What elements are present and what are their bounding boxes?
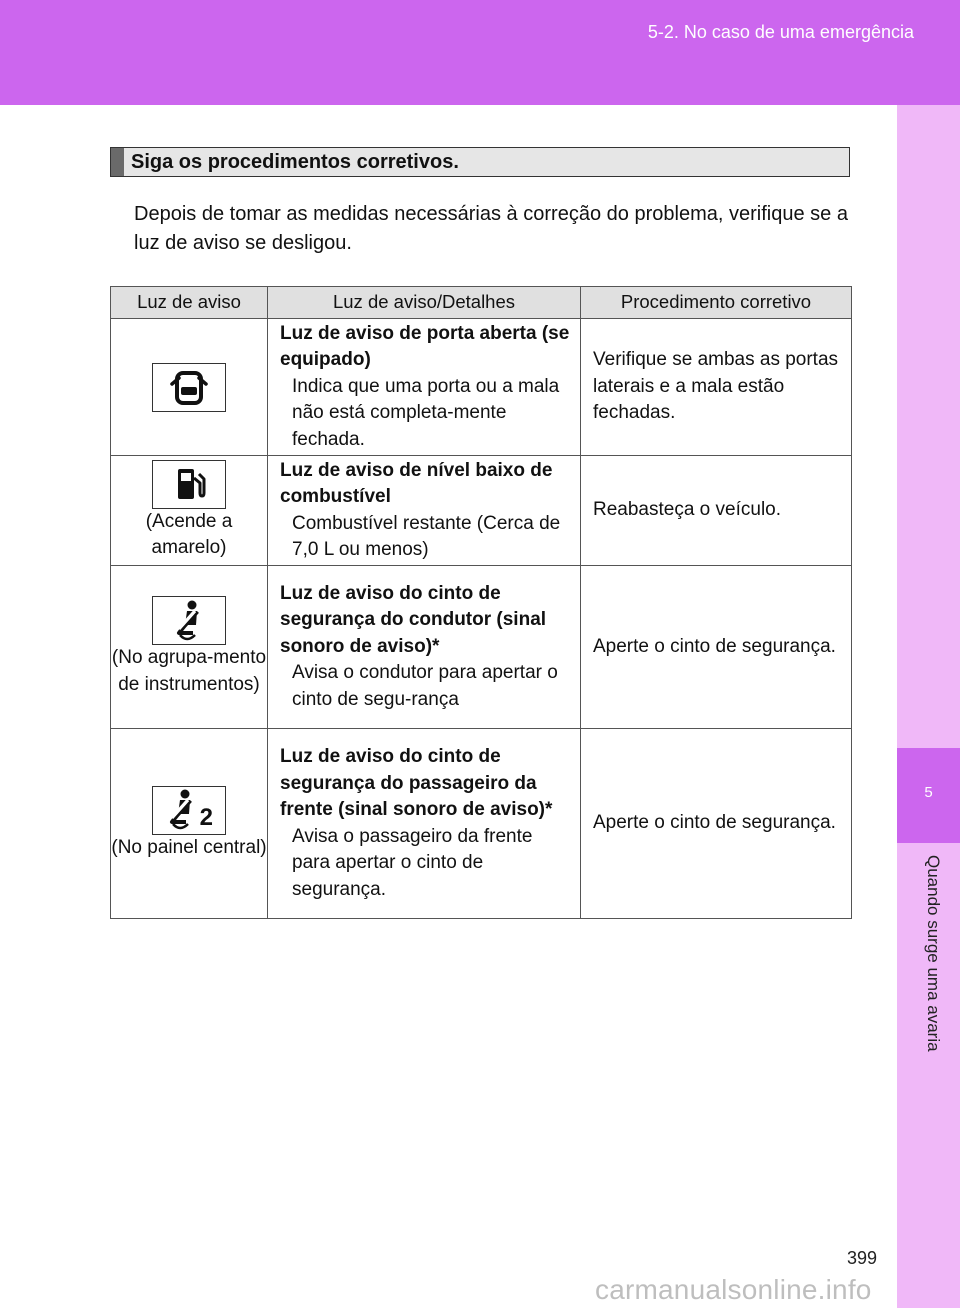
- procedure-heading: [110, 147, 850, 177]
- seatbelt-passenger-icon: [152, 786, 226, 835]
- column-header: Luz de aviso: [111, 287, 268, 319]
- heading-marker: [111, 148, 124, 176]
- seatbelt-driver-icon: [152, 596, 226, 645]
- passenger-seat-number: 2: [199, 804, 213, 832]
- fuel-pump-icon: [152, 460, 226, 509]
- warning-light-cell: [111, 456, 268, 566]
- warning-description: Avisa o passageiro da frente para apertar o cinto de segurança.: [292, 825, 533, 900]
- icon-note: (No agrupa-mento de instrumentos): [111, 647, 267, 695]
- table-row: [111, 729, 852, 919]
- warning-title: Luz de aviso do cinto de segurança do passageiro da frente (sinal sonoro de aviso)*: [280, 746, 553, 820]
- details-cell: [268, 456, 581, 566]
- details-cell: [268, 729, 581, 919]
- header-band: [0, 0, 960, 105]
- icon-note: (Acende a amarelo): [145, 510, 233, 558]
- column-header: Luz de aviso/Detalhes: [268, 287, 581, 319]
- section-title: 5-2. No caso de uma emergência: [647, 22, 914, 42]
- column-header: Procedimento corretivo: [581, 287, 852, 319]
- page-number: 399: [847, 1248, 878, 1268]
- details-cell: [268, 319, 581, 456]
- procedure-cell: Aperte o cinto de segurança.: [581, 566, 852, 729]
- table-row: [111, 456, 852, 566]
- warning-light-cell: [111, 566, 268, 729]
- warning-light-cell: [111, 729, 268, 919]
- chapter-number: 5: [924, 784, 933, 801]
- door-open-icon: [152, 363, 226, 412]
- warning-title: Luz de aviso de porta aberta (se equipado): [280, 322, 570, 371]
- warning-description: Avisa o condutor para apertar o cinto de segu-rança: [292, 662, 558, 710]
- warning-title: Luz de aviso do cinto de segurança do condutor (sinal sonoro de aviso)*: [280, 582, 547, 657]
- details-cell: [268, 566, 581, 729]
- warning-title: Luz de aviso de nível baixo de combustível: [280, 459, 553, 507]
- chapter-tab[interactable]: [897, 748, 960, 843]
- table-header-row: [111, 287, 852, 319]
- procedure-cell: Aperte o cinto de segurança.: [581, 729, 852, 919]
- warning-light-table: [110, 286, 852, 919]
- watermark: carmanualsonline.info: [595, 1274, 872, 1305]
- table-row: [111, 319, 852, 456]
- icon-note: (No painel central): [111, 836, 267, 858]
- heading-text: Siga os procedimentos corretivos.: [131, 151, 459, 173]
- side-strip: [897, 105, 960, 1308]
- chapter-title: Quando surge uma avaria: [924, 855, 943, 1052]
- warning-description: Indica que uma porta ou a mala não está completa-mente fechada.: [292, 375, 560, 450]
- procedure-cell: Reabasteça o veículo.: [581, 456, 852, 566]
- procedure-cell: Verifique se ambas as portas laterais e a mala estão fechadas.: [581, 319, 852, 456]
- table-row: [111, 566, 852, 729]
- intro-paragraph: Depois de tomar as medidas necessárias à correção do problema, verifique se a luz de aviso se desligou.: [134, 203, 848, 254]
- warning-light-cell: [111, 319, 268, 456]
- warning-description: Combustível restante (Cerca de 7,0 L ou menos): [292, 512, 561, 560]
